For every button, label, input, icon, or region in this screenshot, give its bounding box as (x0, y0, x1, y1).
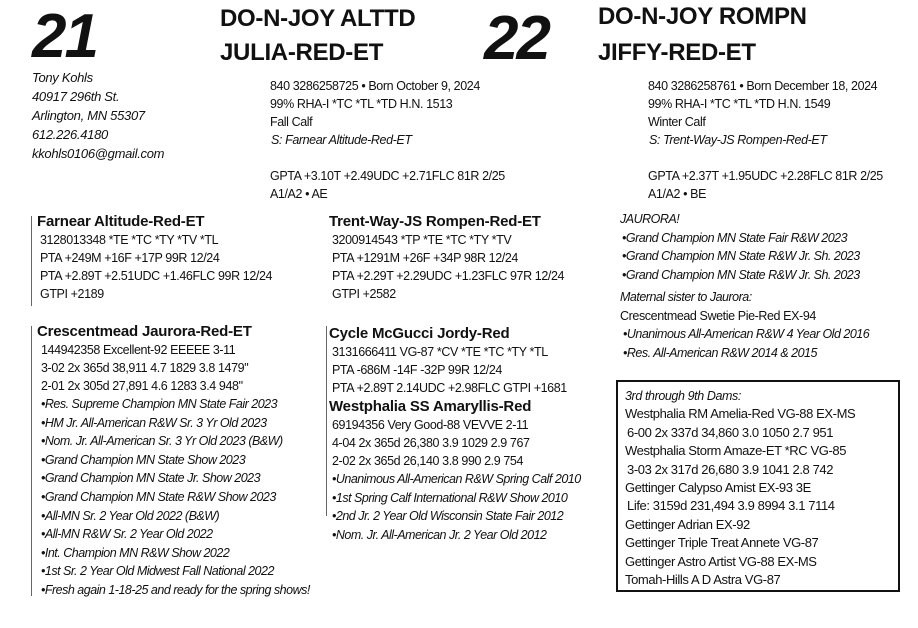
jaurora-item: •Grand Champion MN State R&W Jr. Sh. 2023 (622, 249, 860, 264)
maternal-sister-item: •Unanimous All-American R&W 4 Year Old 2016 (623, 326, 870, 341)
mgs-22-name: Cycle McGucci Jordy-Red (329, 325, 510, 342)
sire-21-id: 3128013348 *TE *TC *TY *TV *TL (40, 233, 219, 247)
dams-box-line: Tomah-Hills A D Astra VG-87 (625, 572, 781, 588)
lot-21-a1a2: A1/A2 • AE (270, 187, 328, 201)
dams-box-line: 3-03 2x 317d 26,680 3.9 1041 2.8 742 (627, 461, 834, 477)
lot-22-title-line2: JIFFY-RED-ET (598, 39, 756, 66)
lot-22-id-born: 840 3286258761 • Born December 18, 2024 (648, 79, 878, 93)
dams-box-line: 6-00 2x 337d 34,860 3.0 1050 2.7 951 (627, 424, 834, 440)
sire-22-pta-type: PTA +2.29T +2.29UDC +1.23FLC 97R 12/24 (332, 269, 565, 283)
pedigree-bar-dam22 (326, 326, 327, 516)
dam-21-achievement: •Grand Champion MN State Jr. Show 2023 (41, 471, 261, 486)
dam-21-record-1: 3-02 2x 365d 38,911 4.7 1829 3.8 1479" (41, 361, 249, 375)
dam-21-name: Crescentmead Jaurora-Red-ET (37, 323, 252, 340)
dam-21-id: 144942358 Excellent-92 EEEEE 3-11 (41, 343, 236, 357)
contact-name: Tony Kohls (32, 70, 93, 85)
lot-22-gpta: GPTA +2.37T +1.95UDC +2.28FLC 81R 2/25 (648, 169, 883, 183)
contact-street: 40917 296th St. (32, 89, 120, 104)
pedigree-bar-dam21 (31, 326, 32, 596)
mgs-22-pta-production: PTA -686M -14F -32P 99R 12/24 (332, 363, 502, 377)
lot-21-id-born: 840 3286258725 • Born October 9, 2024 (270, 79, 480, 93)
dam-21-achievement: •Nom. Jr. All-American Sr. 3 Yr Old 2023 (B&W) (41, 434, 283, 449)
pedigree-bar-sire21 (31, 216, 32, 306)
sire-22-id: 3200914543 *TP *TE *TC *TY *TV (332, 233, 512, 247)
dams-box-line: Gettinger Calypso Amist EX-93 3E (625, 480, 811, 496)
lot-22-rha: 99% RHA-I *TC *TL *TD H.N. 1549 (648, 97, 831, 111)
dams-box-line: Life: 3159d 231,494 3.9 8994 3.1 7114 (627, 498, 835, 514)
sire-22-name: Trent-Way-JS Rompen-Red-ET (329, 213, 541, 230)
maternal-sister-heading: Maternal sister to Jaurora: (620, 290, 752, 305)
sire-21-gtpi: GTPI +2189 (40, 287, 104, 301)
mgs-22-pta-type: PTA +2.89T 2.14UDC +2.98FLC GTPI +1681 (332, 381, 567, 395)
dam-21-achievement: •HM Jr. All-American R&W Sr. 3 Yr Old 2023 (41, 415, 267, 430)
lot-21-title-line1: DO-N-JOY ALTTD (220, 5, 416, 32)
contact-email: kkohls0106@gmail.com (32, 146, 165, 161)
sire-21-name: Farnear Altitude-Red-ET (37, 213, 205, 230)
dam-21-achievement: •All-MN Sr. 2 Year Old 2022 (B&W) (41, 508, 220, 523)
jaurora-block (620, 210, 869, 362)
sire-22-gtpi: GTPI +2582 (332, 287, 396, 301)
dams-box-heading: 3rd through 9th Dams: (625, 389, 741, 403)
lot-22-sire: S: Trent-Way-JS Rompen-Red-ET (649, 133, 827, 147)
dam-22-name: Westphalia SS Amaryllis-Red (329, 398, 532, 415)
dams-box (616, 380, 900, 592)
lot-21-sire: S: Farnear Altitude-Red-ET (271, 133, 412, 147)
dam-21-achievement: •Int. Champion MN R&W Show 2022 (41, 545, 230, 560)
sire-22-pta-production: PTA +1291M +26F +34P 98R 12/24 (332, 251, 518, 265)
dam-22-achievement: •2nd Jr. 2 Year Old Wisconsin State Fair 2012 (332, 509, 564, 524)
dams-box-line: Gettinger Triple Treat Annete VG-87 (625, 535, 819, 551)
sire-21-pta-production: PTA +249M +16F +17P 99R 12/24 (40, 251, 220, 265)
dam-21-achievement: •Fresh again 1-18-25 and ready for the spring shows! (41, 582, 310, 597)
dams-box-line: Gettinger Astro Artist VG-88 EX-MS (625, 553, 817, 569)
lot-22-title-line1: DO-N-JOY ROMPN (598, 3, 807, 30)
dam-22-record-2: 2-02 2x 365d 26,140 3.8 990 2.9 754 (332, 454, 524, 468)
lot-21-title-line2: JULIA-RED-ET (220, 39, 384, 66)
dam-22-achievement: •Nom. Jr. All-American Jr. 2 Year Old 2012 (332, 527, 547, 542)
dam-21-achievement: •All-MN R&W Sr. 2 Year Old 2022 (41, 527, 213, 542)
dams-box-line: Westphalia RM Amelia-Red VG-88 EX-MS (625, 406, 856, 422)
maternal-sister-name: Crescentmead Swetie Pie-Red EX-94 (620, 308, 816, 323)
maternal-sister-item: •Res. All-American R&W 2014 & 2015 (623, 345, 817, 360)
lot-21-gpta: GPTA +3.10T +2.49UDC +2.71FLC 81R 2/25 (270, 169, 505, 183)
dams-box-line: Westphalia Storm Amaze-ET *RC VG-85 (625, 443, 847, 459)
consignor-contact (32, 68, 164, 163)
lot-21-info (270, 77, 505, 203)
jaurora-item: •Grand Champion MN State R&W Jr. Sh. 2023 (622, 267, 860, 282)
dam-22-id: 69194356 Very Good-88 VEVVE 2-11 (332, 418, 529, 432)
lot-22-a1a2: A1/A2 • BE (648, 187, 707, 201)
dam-22-achievement: •Unanimous All-American R&W Spring Calf 2010 (332, 472, 581, 486)
dam-22-block (329, 324, 581, 544)
dam-21-achievement: •1st Sr. 2 Year Old Midwest Fall National 2022 (41, 564, 274, 579)
lot-22-class: Winter Calf (648, 115, 706, 129)
dam-21-record-2: 2-01 2x 305d 27,891 4.6 1283 3.4 948" (41, 379, 243, 393)
contact-city: Arlington, MN 55307 (32, 108, 145, 123)
sire-21-block (37, 212, 272, 303)
jaurora-item: •Grand Champion MN State Fair R&W 2023 (622, 230, 848, 245)
dam-21-achievement: •Res. Supreme Champion MN State Fair 2023 (41, 397, 278, 411)
sire-21-pta-type: PTA +2.89T +2.51UDC +1.46FLC 99R 12/24 (40, 269, 273, 283)
jaurora-heading: JAURORA! (620, 212, 680, 226)
dam-21-achievement: •Grand Champion MN State Show 2023 (41, 452, 246, 467)
dam-21-achievement: •Grand Champion MN State R&W Show 2023 (41, 489, 276, 504)
dam-22-record-1: 4-04 2x 365d 26,380 3.9 1029 2.9 767 (332, 436, 530, 450)
lot-22-number: 22 (484, 4, 549, 73)
lot-22-info (648, 77, 883, 203)
contact-phone: 612.226.4180 (32, 127, 108, 142)
dam-22-achievement: •1st Spring Calf International R&W Show 2010 (332, 490, 568, 505)
sire-22-block (329, 212, 564, 303)
lot-21-rha: 99% RHA-I *TC *TL *TD H.N. 1513 (270, 97, 453, 111)
lot-21-class: Fall Calf (270, 115, 313, 129)
dams-box-line: Gettinger Adrian EX-92 (625, 516, 750, 532)
lot-21-number: 21 (32, 2, 97, 71)
mgs-22-id: 3131666411 VG-87 *CV *TE *TC *TY *TL (332, 345, 548, 359)
dam-21-block (37, 322, 310, 600)
